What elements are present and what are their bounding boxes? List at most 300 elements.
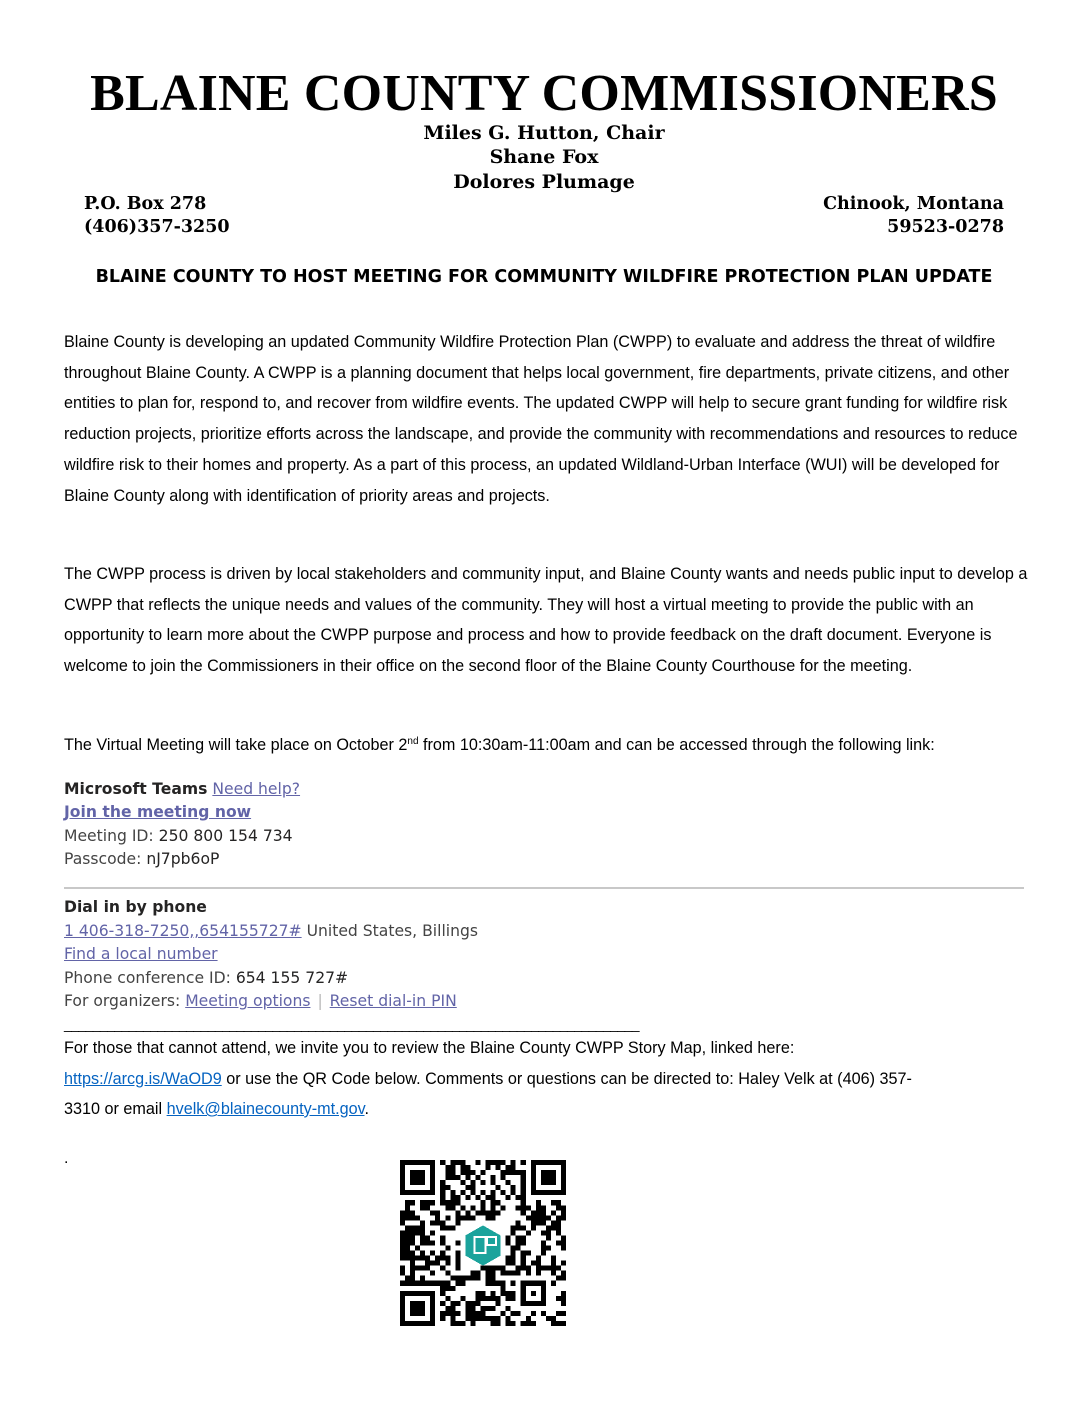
local-number-row — [64, 943, 218, 967]
qr-module — [496, 1266, 501, 1271]
qr-module — [546, 1225, 551, 1230]
qr-module — [410, 1200, 415, 1205]
qr-module — [460, 1321, 465, 1326]
qr-module — [455, 1215, 460, 1220]
qr-module — [455, 1195, 460, 1200]
qr-module — [480, 1170, 485, 1175]
qr-module — [551, 1321, 556, 1326]
qr-module — [470, 1311, 475, 1316]
qr-module — [506, 1235, 511, 1240]
qr-module — [551, 1316, 556, 1321]
qr-module — [491, 1266, 496, 1271]
qr-module — [430, 1240, 435, 1245]
qr-module — [405, 1215, 410, 1220]
qr-module — [440, 1160, 445, 1165]
qr-module — [536, 1200, 541, 1205]
dial-in-heading: Dial in by phone — [64, 898, 207, 916]
qr-module — [420, 1205, 425, 1210]
zip-code: 59523-0278 — [887, 217, 1004, 237]
qr-module — [430, 1251, 435, 1256]
meeting-time-text: from 10:30am-11:00am and can be accessed through the following link: — [418, 736, 935, 754]
qr-module — [445, 1306, 450, 1311]
qr-module — [445, 1311, 450, 1316]
qr-module — [450, 1321, 455, 1326]
qr-module — [556, 1266, 561, 1271]
qr-module — [531, 1321, 536, 1326]
qr-module — [455, 1261, 460, 1266]
passcode-row — [64, 848, 219, 872]
qr-module — [460, 1276, 465, 1281]
qr-module — [536, 1266, 541, 1271]
qr-module — [455, 1175, 460, 1180]
qr-module — [410, 1271, 415, 1276]
qr-module — [400, 1246, 405, 1251]
qr-module — [425, 1281, 430, 1286]
press-release-headline: BLAINE COUNTY TO HOST MEETING FOR COMMUNITY WILDFIRE PROTECTION PLAN UPDATE — [95, 267, 993, 287]
qr-module — [521, 1240, 526, 1245]
qr-module — [475, 1311, 480, 1316]
qr-module — [516, 1246, 521, 1251]
story-map-line-1: For those that cannot attend, we invite you to review the Blaine County CWPP Story Map, linked here: — [64, 1039, 795, 1057]
qr-module — [410, 1215, 415, 1220]
qr-module — [506, 1170, 511, 1175]
qr-module — [496, 1200, 501, 1205]
qr-module — [536, 1210, 541, 1215]
qr-module — [521, 1256, 526, 1261]
qr-module — [511, 1165, 516, 1170]
qr-module — [556, 1240, 561, 1245]
qr-module — [511, 1271, 516, 1276]
qr-module — [501, 1190, 506, 1195]
qr-module — [496, 1296, 501, 1301]
paragraph-meeting-time — [64, 730, 1028, 761]
qr-module — [556, 1311, 561, 1316]
qr-module — [435, 1281, 440, 1286]
qr-module — [531, 1225, 536, 1230]
qr-module — [536, 1271, 541, 1276]
qr-module — [460, 1215, 465, 1220]
qr-module — [465, 1316, 470, 1321]
qr-module — [440, 1256, 445, 1261]
qr-module — [440, 1180, 445, 1185]
paragraph-cwpp-overview: Blaine County is developing an updated Community Wildfire Protection Plan (CWPP) to evaluate and address the threat of wildfire throughout Blaine County. A CWPP is a planning document that helps local government, fire departments, private citizens, and other entities to plan for, respond to, and recover from wildfire events. The updated CWPP will help to secure grant funding for wildfire risk reduction projects, prioritize efforts across the landscape, and provide the community with recommendations and resources to reduce wildfire risk to their homes and property. As a part of this process, an updated Wildland-Urban Interface (WUI) will be developed for Blaine County along with identification of priority areas and projects. — [64, 333, 1018, 505]
qr-module — [561, 1301, 566, 1306]
qr-module — [465, 1276, 470, 1281]
qr-module — [420, 1220, 425, 1225]
qr-module — [410, 1225, 415, 1230]
dial-in-phone-link[interactable]: 1 406-318-7250,,654155727# — [64, 922, 302, 940]
qr-module — [480, 1205, 485, 1210]
qr-module — [460, 1296, 465, 1301]
member-3: Dolores Plumage — [453, 171, 635, 193]
qr-module — [455, 1220, 460, 1225]
meeting-date-text: The Virtual Meeting will take place on October 2 — [64, 736, 408, 754]
qr-module — [405, 1200, 410, 1205]
qr-module — [480, 1210, 485, 1215]
qr-module — [506, 1240, 511, 1245]
qr-module — [541, 1266, 546, 1271]
qr-module — [470, 1321, 475, 1326]
qr-module — [506, 1180, 511, 1185]
qr-module — [420, 1225, 425, 1230]
qr-module — [440, 1235, 445, 1240]
qr-module — [470, 1205, 475, 1210]
qr-module — [491, 1306, 496, 1311]
qr-module — [415, 1246, 420, 1251]
qr-module — [405, 1205, 410, 1210]
qr-module — [445, 1246, 450, 1251]
organizers-label: For organizers: — [64, 992, 186, 1010]
qr-module — [405, 1276, 410, 1281]
qr-module — [516, 1205, 521, 1210]
qr-module — [475, 1316, 480, 1321]
qr-module — [400, 1266, 405, 1271]
qr-module — [501, 1160, 506, 1165]
qr-module — [470, 1170, 475, 1175]
qr-module — [511, 1311, 516, 1316]
qr-module — [470, 1276, 475, 1281]
qr-module — [486, 1165, 491, 1170]
qr-module — [491, 1190, 496, 1195]
qr-module — [551, 1271, 556, 1276]
qr-module — [400, 1215, 405, 1220]
qr-module — [405, 1246, 410, 1251]
qr-module — [526, 1271, 531, 1276]
qr-module — [410, 1261, 415, 1266]
conference-id-value: 654 155 727# — [235, 969, 349, 987]
qr-module — [536, 1220, 541, 1225]
qr-module — [405, 1230, 410, 1235]
qr-module — [536, 1261, 541, 1266]
qr-module — [541, 1220, 546, 1225]
conference-id-label: Phone conference ID: — [64, 969, 236, 987]
qr-module — [420, 1251, 425, 1256]
qr-module — [450, 1205, 455, 1210]
qr-module — [420, 1200, 425, 1205]
teams-header-row — [64, 778, 300, 802]
qr-module — [556, 1200, 561, 1205]
qr-module — [561, 1311, 566, 1316]
qr-module — [491, 1180, 496, 1185]
qr-module — [430, 1210, 435, 1215]
qr-module — [521, 1205, 526, 1210]
qr-module — [455, 1321, 460, 1326]
qr-module — [430, 1281, 435, 1286]
qr-module — [491, 1281, 496, 1286]
qr-module — [521, 1266, 526, 1271]
qr-module — [455, 1311, 460, 1316]
qr-module — [405, 1225, 410, 1230]
qr-module — [491, 1276, 496, 1281]
qr-module — [521, 1190, 526, 1195]
qr-module — [450, 1286, 455, 1291]
qr-module — [450, 1160, 455, 1165]
qr-module — [445, 1165, 450, 1170]
qr-module — [400, 1240, 405, 1245]
qr-module — [486, 1266, 491, 1271]
qr-module — [445, 1256, 450, 1261]
qr-module — [491, 1215, 496, 1220]
reset-dial-in-pin-link[interactable]: Reset dial-in PIN — [329, 992, 457, 1010]
qr-module — [526, 1205, 531, 1210]
qr-module — [410, 1251, 415, 1256]
qr-module — [521, 1200, 526, 1205]
qr-module — [491, 1291, 496, 1296]
qr-module — [405, 1210, 410, 1215]
qr-module — [470, 1190, 475, 1195]
join-meeting-link[interactable]: Join the meeting now — [64, 803, 252, 821]
phone-location: United States, Billings — [301, 922, 479, 940]
qr-module — [516, 1235, 521, 1240]
meeting-options-link[interactable]: Meeting options — [185, 992, 311, 1010]
qr-module — [496, 1321, 501, 1326]
qr-module — [561, 1215, 566, 1220]
qr-code-graphic — [400, 1160, 566, 1326]
qr-module — [405, 1235, 410, 1240]
qr-module — [440, 1200, 445, 1205]
qr-module — [410, 1210, 415, 1215]
qr-module — [420, 1235, 425, 1240]
qr-module — [420, 1266, 425, 1271]
story-map-link[interactable]: https://arcg.is/WaOD9 — [64, 1069, 222, 1088]
qr-module — [531, 1215, 536, 1220]
qr-module — [496, 1165, 501, 1170]
qr-module — [445, 1175, 450, 1180]
qr-module — [511, 1256, 516, 1261]
qr-module — [491, 1175, 496, 1180]
qr-module — [491, 1210, 496, 1215]
qr-module — [561, 1296, 566, 1301]
city-state: Chinook, Montana — [823, 194, 1004, 214]
qr-module — [516, 1195, 521, 1200]
qr-module — [506, 1271, 511, 1276]
qr-module — [440, 1316, 445, 1321]
story-map-line-2 — [64, 1064, 1028, 1095]
qr-module — [511, 1170, 516, 1175]
qr-module — [551, 1281, 556, 1286]
qr-module — [480, 1316, 485, 1321]
qr-module — [425, 1235, 430, 1240]
qr-module — [496, 1316, 501, 1321]
qr-module — [445, 1281, 450, 1286]
qr-module — [486, 1316, 491, 1321]
qr-module — [420, 1281, 425, 1286]
qr-module — [521, 1160, 526, 1165]
qr-module — [541, 1210, 546, 1215]
qr-module — [465, 1215, 470, 1220]
qr-module — [536, 1215, 541, 1220]
qr-module — [475, 1276, 480, 1281]
qr-module — [546, 1246, 551, 1251]
qr-module — [551, 1266, 556, 1271]
qr-module — [551, 1256, 556, 1261]
qr-module — [551, 1220, 556, 1225]
qr-module — [450, 1170, 455, 1175]
qr-module — [435, 1220, 440, 1225]
qr-module — [475, 1301, 480, 1306]
meeting-id-row — [64, 825, 293, 849]
qr-module — [440, 1301, 445, 1306]
po-box: P.O. Box 278 — [84, 194, 207, 214]
qr-module — [410, 1235, 415, 1240]
qr-module — [440, 1311, 445, 1316]
qr-module — [526, 1321, 531, 1326]
qr-module — [425, 1240, 430, 1245]
qr-module — [486, 1160, 491, 1165]
qr-module — [501, 1286, 506, 1291]
qr-module — [445, 1170, 450, 1175]
qr-module — [405, 1240, 410, 1245]
qr-module — [556, 1225, 561, 1230]
qr-module — [415, 1215, 420, 1220]
qr-module — [511, 1321, 516, 1326]
qr-module — [445, 1296, 450, 1301]
qr-module — [450, 1195, 455, 1200]
qr-module — [435, 1261, 440, 1266]
qr-module — [486, 1271, 491, 1276]
qr-module — [450, 1175, 455, 1180]
qr-module — [475, 1210, 480, 1215]
qr-module — [556, 1230, 561, 1235]
qr-module — [516, 1220, 521, 1225]
paragraph-public-input: The CWPP process is driven by local stakeholders and community input, and Blaine County wants and needs public input to develop a CWPP that reflects the unique needs and values of the community. They will host a virtual meeting to provide the public with an opportunity to learn more about the CWPP purpose and process and how to provide feedback on the draft document. Everyone is welcome to join the Commissioners in their office on the second floor of the Blaine County Courthouse for the meeting. — [64, 565, 1028, 676]
qr-module — [561, 1291, 566, 1296]
phone-continuation: 3310 or email — [64, 1100, 167, 1118]
qr-module — [450, 1276, 455, 1281]
qr-module — [470, 1215, 475, 1220]
qr-module — [486, 1296, 491, 1301]
qr-module — [511, 1261, 516, 1266]
qr-module — [435, 1215, 440, 1220]
find-local-number-link[interactable]: Find a local number — [64, 945, 218, 963]
qr-module — [516, 1240, 521, 1245]
qr-code[interactable] — [400, 1160, 566, 1326]
qr-module — [501, 1291, 506, 1296]
qr-module — [506, 1291, 511, 1296]
passcode-value: nJ7pb6oP — [146, 850, 220, 868]
qr-module — [470, 1306, 475, 1311]
qr-module — [486, 1210, 491, 1215]
qr-module — [440, 1185, 445, 1190]
qr-module — [556, 1205, 561, 1210]
date-suffix: nd — [407, 736, 419, 747]
email-link[interactable]: hvelk@blainecounty-mt.gov — [166, 1100, 365, 1118]
qr-module — [561, 1321, 566, 1326]
qr-module — [445, 1261, 450, 1266]
qr-module — [470, 1271, 475, 1276]
qr-module — [445, 1205, 450, 1210]
qr-module — [465, 1311, 470, 1316]
qr-module — [556, 1296, 561, 1301]
story-map-line-3 — [64, 1094, 1028, 1125]
qr-module — [465, 1175, 470, 1180]
qr-module — [521, 1210, 526, 1215]
period: . — [364, 1100, 369, 1118]
qr-module — [546, 1230, 551, 1235]
qr-module — [511, 1160, 516, 1165]
qr-module — [511, 1230, 516, 1235]
qr-module — [405, 1251, 410, 1256]
qr-module — [430, 1261, 435, 1266]
need-help-link[interactable]: Need help? — [212, 780, 301, 798]
qr-module — [470, 1185, 475, 1190]
qr-module — [506, 1321, 511, 1326]
qr-module — [445, 1185, 450, 1190]
qr-module — [480, 1311, 485, 1316]
qr-module — [470, 1180, 475, 1185]
qr-module — [440, 1266, 445, 1271]
qr-module — [430, 1230, 435, 1235]
qr-module — [450, 1200, 455, 1205]
qr-module — [455, 1240, 460, 1245]
qr-module — [440, 1291, 445, 1296]
qr-module — [511, 1251, 516, 1256]
qr-module — [435, 1256, 440, 1261]
qr-module — [541, 1251, 546, 1256]
qr-module — [561, 1210, 566, 1215]
qr-module — [556, 1215, 561, 1220]
qr-module — [561, 1205, 566, 1210]
qr-module — [516, 1170, 521, 1175]
qr-module — [400, 1271, 405, 1276]
qr-module — [405, 1256, 410, 1261]
qr-module — [470, 1301, 475, 1306]
qr-module — [501, 1175, 506, 1180]
qr-module — [521, 1180, 526, 1185]
contact-text: or use the QR Code below. Comments or questions can be directed to: Haley Velk at (406) 357- — [221, 1069, 912, 1088]
passcode-label: Passcode: — [64, 850, 147, 868]
qr-module — [460, 1205, 465, 1210]
qr-module — [440, 1190, 445, 1195]
qr-module — [430, 1200, 435, 1205]
qr-module — [506, 1256, 511, 1261]
qr-module — [511, 1246, 516, 1251]
qr-module — [546, 1316, 551, 1321]
qr-module — [480, 1296, 485, 1301]
qr-module — [501, 1205, 506, 1210]
qr-module — [400, 1256, 405, 1261]
qr-module — [491, 1321, 496, 1326]
qr-module — [455, 1200, 460, 1205]
qr-module — [475, 1271, 480, 1276]
qr-module — [435, 1210, 440, 1215]
qr-module — [455, 1266, 460, 1271]
qr-module — [521, 1225, 526, 1230]
qr-module — [541, 1311, 546, 1316]
qr-module — [526, 1266, 531, 1271]
qr-module — [496, 1185, 501, 1190]
qr-module — [541, 1246, 546, 1251]
stray-period: . — [64, 1150, 69, 1167]
qr-module — [561, 1240, 566, 1245]
qr-module — [445, 1200, 450, 1205]
qr-module — [400, 1281, 405, 1286]
qr-module — [460, 1165, 465, 1170]
qr-module — [400, 1251, 405, 1256]
qr-module — [551, 1225, 556, 1230]
qr-module — [511, 1190, 516, 1195]
qr-module — [536, 1205, 541, 1210]
qr-module — [440, 1220, 445, 1225]
qr-module — [440, 1251, 445, 1256]
qr-module — [465, 1185, 470, 1190]
phone-number: (406)357-3250 — [84, 217, 230, 237]
qr-module — [445, 1215, 450, 1220]
qr-module — [496, 1301, 501, 1306]
qr-module — [450, 1306, 455, 1311]
qr-module — [445, 1271, 450, 1276]
qr-module — [536, 1256, 541, 1261]
